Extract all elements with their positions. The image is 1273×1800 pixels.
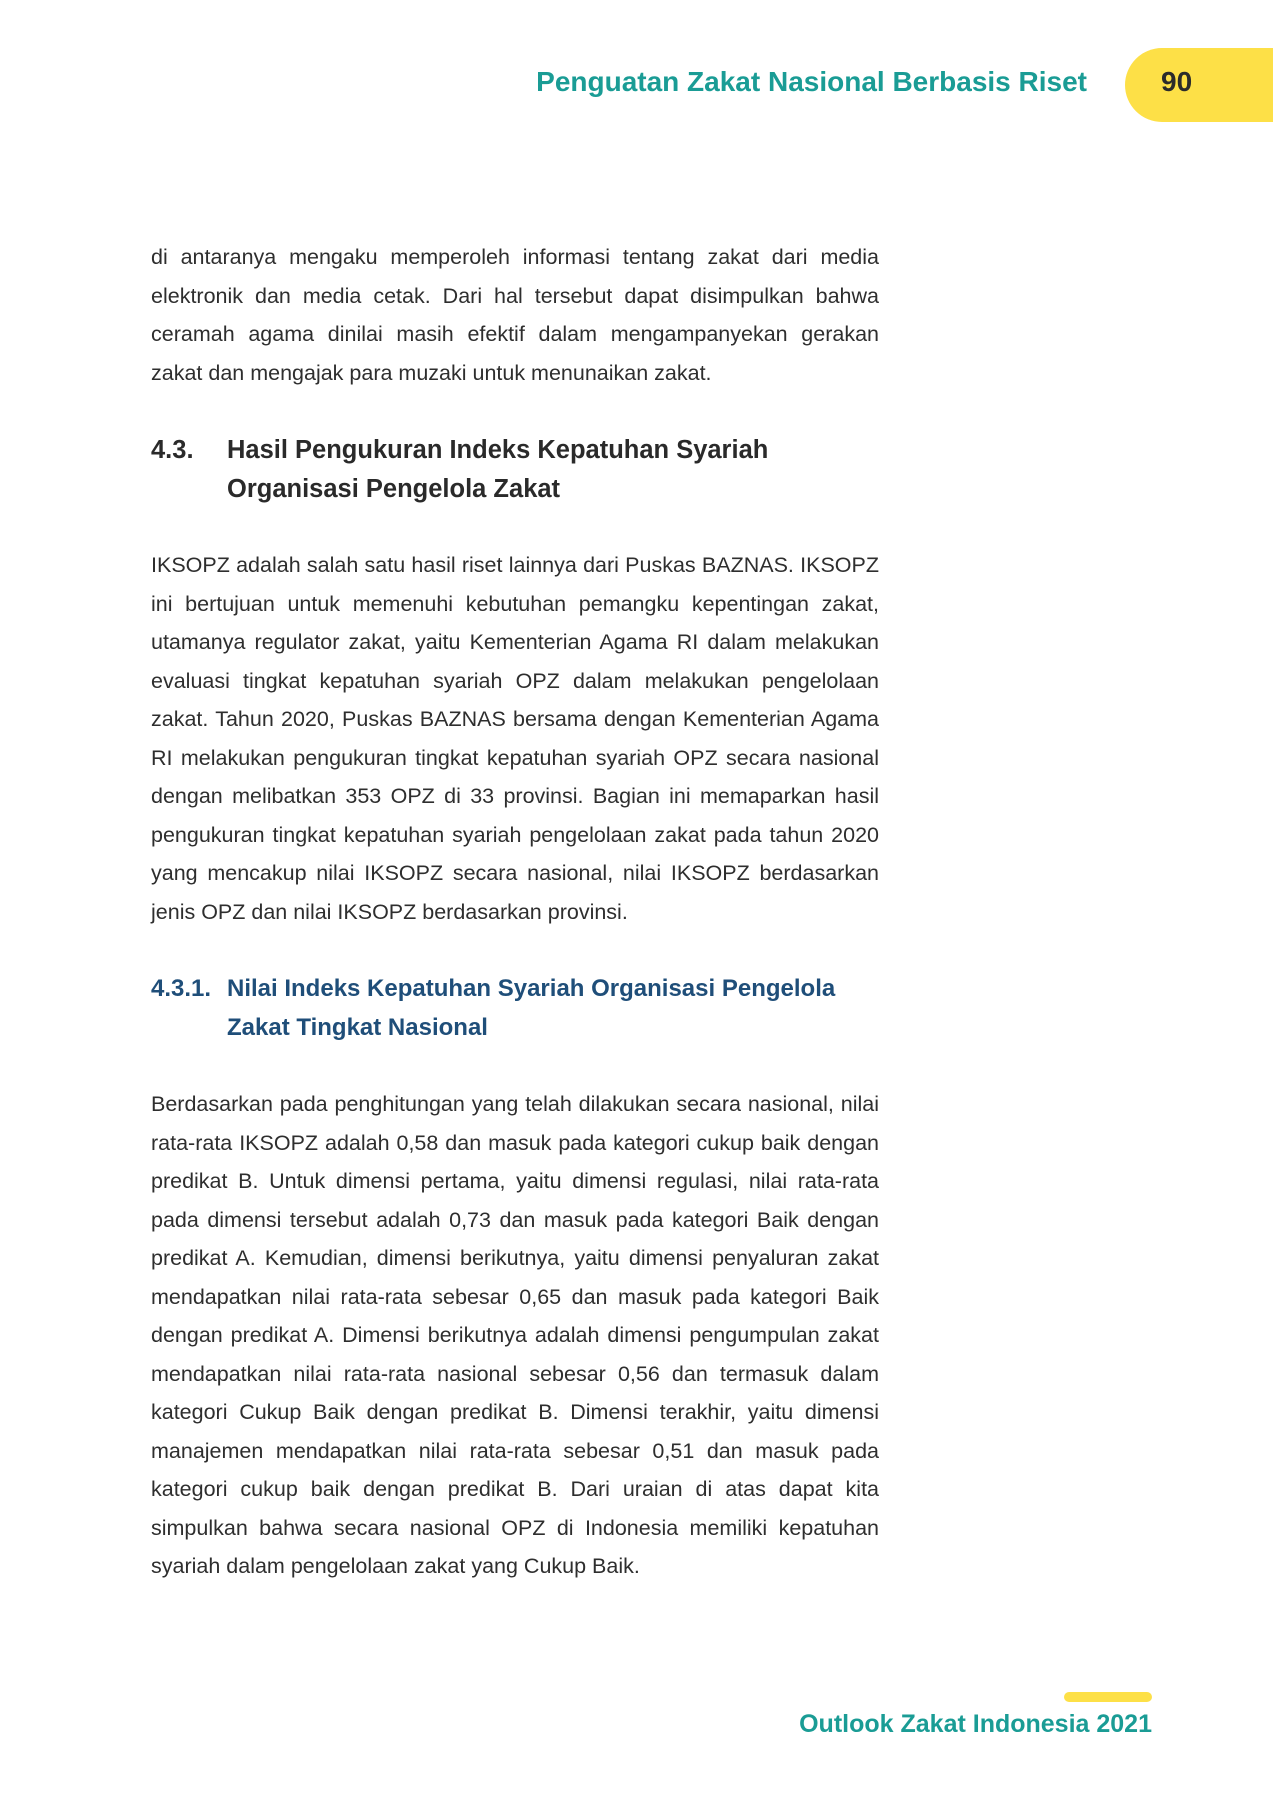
section-paragraph: IKSOPZ adalah salah satu hasil riset lainnya dari Puskas BAZNAS. IKSOPZ ini bertujuan untuk memenuhi kebutuhan pemangku kepentingan zakat, utamanya regulator zakat, yaitu Kementerian Agama RI dalam melakukan evaluasi tingkat kepatuhan syariah OPZ dalam melakukan pengelolaan zakat. Tahun 2020, Puskas BAZNAS bersama dengan Kementerian Agama RI melakukan pengukuran tingkat kepatuhan syariah OPZ secara nasional dengan melibatkan 353 OPZ di 33 provinsi. Bagian ini memaparkan hasil pengukuran tingkat kepatuhan syariah pengelolaan zakat pada tahun 2020 yang mencakup nilai IKSOPZ secara nasional, nilai IKSOPZ berdasarkan jenis OPZ dan nilai IKSOPZ berdasarkan provinsi. [151, 553, 879, 924]
subsection-paragraph: Berdasarkan pada penghitungan yang telah dilakukan secara nasional, nilai rata-rata IKSOPZ adalah 0,58 dan masuk pada kategori cukup baik dengan predikat B. Untuk dimensi pertama, yaitu dimensi regulasi, nilai rata-rata pada dimensi tersebut adalah 0,73 dan masuk pada kategori Baik dengan predikat A. Kemudian, dimensi berikutnya, yaitu dimensi penyaluran zakat mendapatkan nilai rata-rata sebesar 0,65 dan masuk pada kategori Baik dengan predikat A. Dimensi berikutnya adalah dimensi pengumpulan zakat mendapatkan nilai rata-rata nasional sebesar 0,56 dan termasuk dalam kategori Cukup Baik dengan predikat B. Dimensi terakhir, yaitu dimensi manajemen mendapatkan nilai rata-rata sebesar 0,51 dan masuk pada kategori cukup baik dengan predikat B. Dari uraian di atas dapat kita simpulkan bahwa secara nasional OPZ di Indonesia memiliki kepatuhan syariah dalam pengelolaan zakat yang Cukup Baik. [151, 1092, 879, 1578]
page-number: 90 [1161, 66, 1193, 97]
subsection-number: 4.3.1. [151, 975, 212, 1002]
page-number-tab [1125, 48, 1273, 122]
page-content [151, 238, 879, 1586]
section-title: Hasil Pengukuran Indeks Kepatuhan Syariah Organisasi Pengelola Zakat [227, 436, 769, 503]
subsection-title: Nilai Indeks Kepatuhan Syariah Organisasi Pengelola Zakat Tingkat Nasional [227, 975, 836, 1041]
section-number: 4.3. [151, 436, 194, 464]
footer-title: Outlook Zakat Indonesia 2021 [799, 1710, 1152, 1738]
section-heading [151, 431, 879, 508]
footer-accent-bar [1064, 1692, 1152, 1702]
running-header-title: Penguatan Zakat Nasional Berbasis Riset [536, 66, 1087, 97]
intro-paragraph: di antaranya mengaku memperoleh informasi tentang zakat dari media elektronik dan media cetak. Dari hal tersebut dapat disimpulkan bahwa ceramah agama dinilai masih efektif dalam mengampanyekan gerakan zakat dan mengajak para muzaki untuk menunaikan zakat. [151, 245, 879, 385]
subsection-heading [151, 970, 879, 1047]
